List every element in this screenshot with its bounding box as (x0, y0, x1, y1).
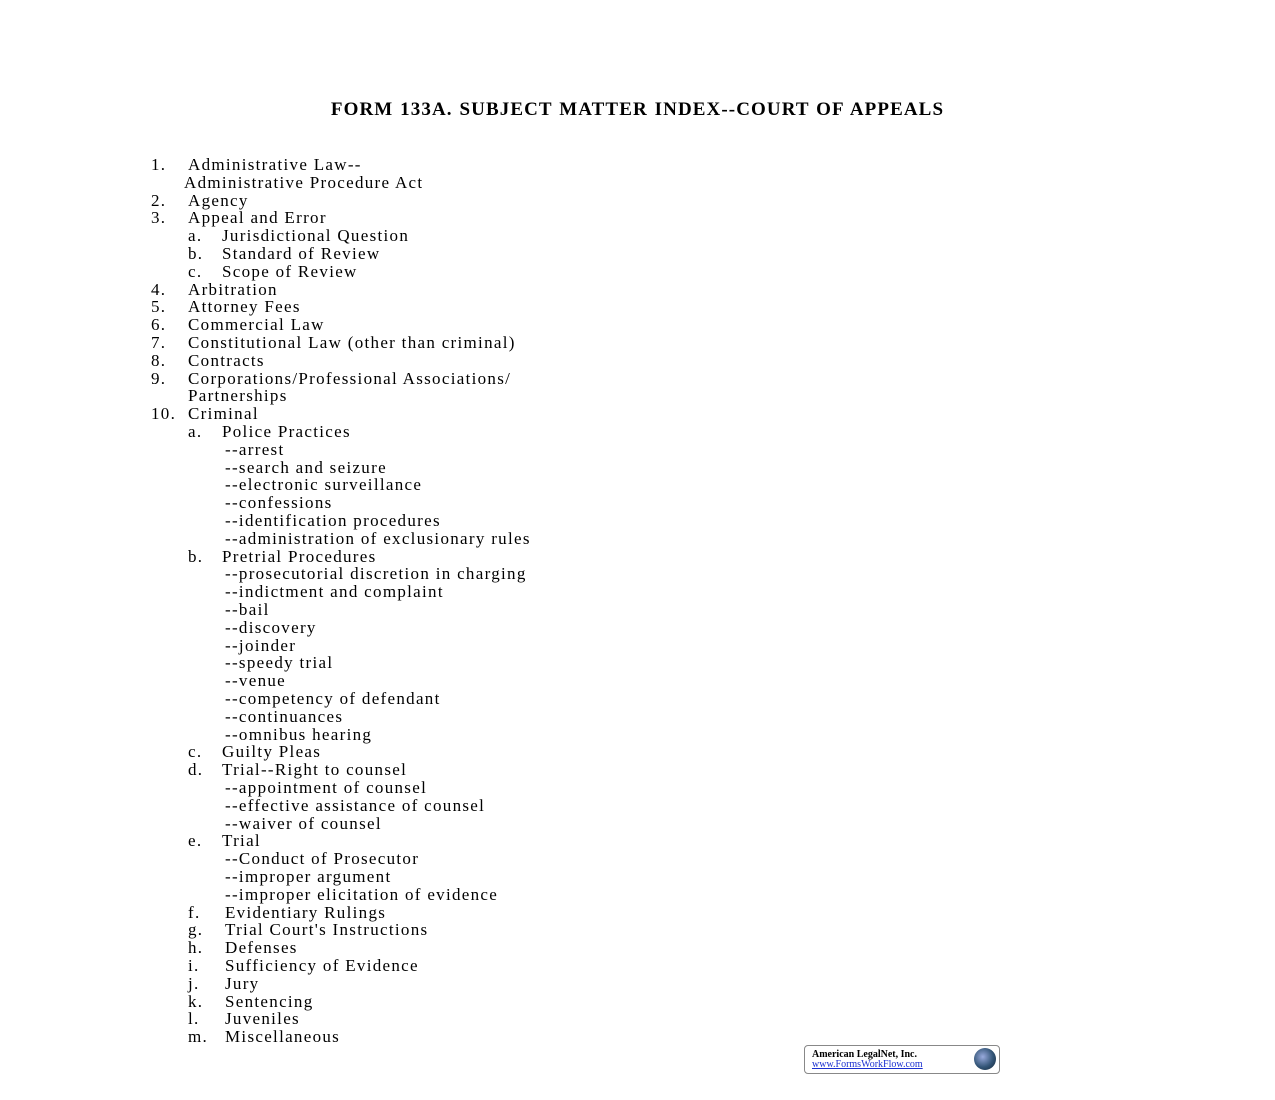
entry-text: --identification procedures (225, 511, 441, 530)
entry-marker: 7. (151, 333, 167, 352)
entry-text: Constitutional Law (other than criminal) (188, 333, 516, 352)
entry-text: --omnibus hearing (225, 724, 373, 744)
entry-marker: 10. (151, 404, 177, 424)
entry-marker: a. (188, 226, 203, 246)
entry-text: --electronic surveillance (225, 475, 423, 495)
entry-marker: m. (188, 1027, 209, 1047)
entry-marker: 3. (151, 208, 167, 228)
entry-text: Contracts (188, 350, 265, 370)
entry-marker: c. (188, 261, 203, 281)
entry-marker: 2. (151, 190, 167, 210)
entry-marker: k. (188, 991, 204, 1011)
entry-text: Attorney Fees (188, 297, 301, 317)
entry-text: --effective assistance of counsel (225, 795, 486, 815)
entry-marker: 1. (151, 155, 167, 174)
entry-marker: 4. (151, 279, 167, 299)
entry-text: --discovery (225, 617, 317, 637)
entry-text: Guilty Pleas (222, 742, 322, 762)
entry-text: Jury (225, 973, 260, 993)
entry-text: Scope of Review (222, 261, 358, 281)
document-title: FORM 133A. SUBJECT MATTER INDEX--COURT OF APPEALS (330, 99, 945, 120)
entry-marker: f. (188, 902, 201, 922)
entry-marker: 9. (151, 368, 167, 388)
entry-text: --improper argument (225, 867, 392, 886)
entry-text: --waiver of counsel (225, 813, 382, 833)
entry-text: Sentencing (225, 991, 314, 1011)
entry-marker: 8. (151, 350, 167, 370)
entry-text: --indictment and complaint (225, 582, 444, 602)
entry-text: --appointment of counsel (225, 778, 428, 797)
entry-text: Commercial Law (188, 315, 325, 335)
entry-text: --venue (225, 671, 287, 691)
entry-text: Trial--Right to counsel (222, 760, 408, 780)
entry-marker: a. (188, 422, 203, 441)
entry-text: Trial (222, 831, 261, 851)
entry-text: Miscellaneous (225, 1027, 341, 1047)
entry-text: Partnerships (188, 386, 288, 406)
entry-marker: l. (188, 1009, 200, 1029)
entry-text: --Conduct of Prosecutor (225, 849, 420, 869)
entry-text: Trial Court's Instructions (225, 920, 429, 940)
entry-text: Administrative Law-- (188, 155, 362, 174)
logo-company-name: American LegalNet, Inc. (812, 1049, 917, 1060)
entry-text: Administrative Procedure Act (184, 172, 424, 192)
entry-marker: j. (188, 973, 200, 993)
entry-text: --joinder (225, 635, 297, 655)
entry-text: Police Practices (222, 422, 351, 441)
entry-marker: g. (188, 920, 204, 940)
entry-marker: 6. (151, 315, 167, 335)
entry-text: Standard of Review (222, 244, 381, 263)
entry-text: Sufficiency of Evidence (225, 956, 419, 975)
entry-text: Pretrial Procedures (222, 546, 377, 566)
entry-text: --arrest (225, 439, 285, 459)
entry-marker: e. (188, 831, 203, 851)
entry-marker: b. (188, 244, 204, 263)
entry-marker: c. (188, 742, 203, 762)
entry-text: --improper elicitation of evidence (225, 884, 499, 904)
entry-text: Agency (188, 190, 249, 210)
entry-text: Evidentiary Rulings (225, 902, 387, 922)
american-legalnet-logo[interactable] (804, 1045, 1000, 1074)
entry-marker: h. (188, 938, 204, 958)
entry-text: --continuances (225, 706, 344, 726)
logo-url-link[interactable]: www.FormsWorkFlow.com (812, 1059, 923, 1070)
entry-text: Corporations/Professional Associations/ (188, 368, 512, 388)
entry-marker: d. (188, 760, 204, 780)
globe-icon (974, 1048, 996, 1070)
entry-text: --prosecutorial discretion in charging (225, 564, 527, 584)
entry-text: --search and seizure (225, 457, 387, 477)
entry-text: Juveniles (225, 1009, 300, 1029)
entry-text: Jurisdictional Question (222, 226, 410, 246)
entry-text: Defenses (225, 938, 298, 958)
entry-text: Appeal and Error (188, 208, 327, 228)
entry-text: --speedy trial (225, 653, 334, 673)
entry-marker: 5. (151, 297, 167, 317)
entry-text: --competency of defendant (225, 689, 441, 708)
entry-text: --bail (225, 600, 270, 619)
entry-marker: b. (188, 546, 204, 566)
entry-marker: i. (188, 956, 200, 975)
entry-text: --administration of exclusionary rules (225, 528, 531, 548)
entry-text: Criminal (188, 404, 259, 424)
entry-text: Arbitration (188, 279, 278, 299)
entry-text: --confessions (225, 493, 333, 513)
